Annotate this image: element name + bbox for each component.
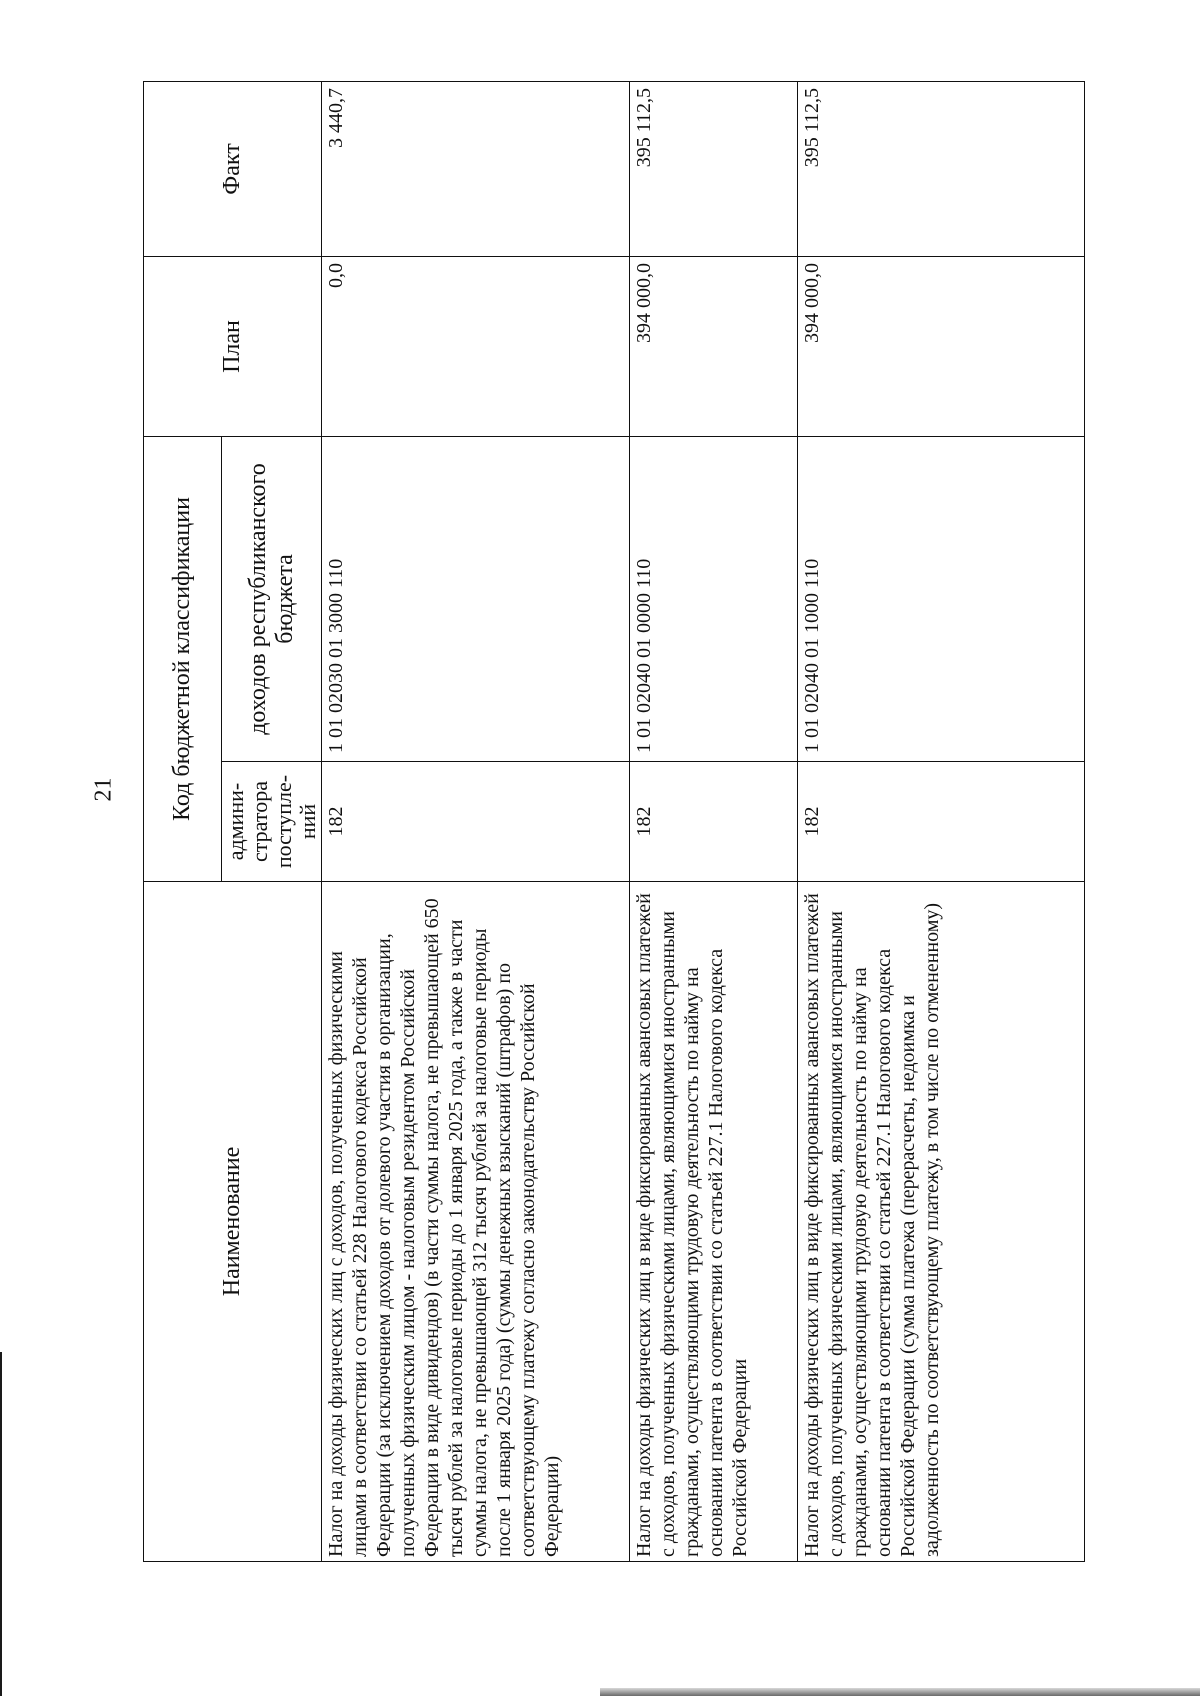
- row-name: Налог на доходы физических лиц в виде фиксированных авансовых платежей с доходов, полученных физическими лицами, являющимися иностранными гражданами, осуществляющими трудовую деятельность по найму на основании патента в соответствии со статьей 227.1 Налогового кодекса Российской Федерации (сумма платежа (перерасчеты, недоимка и задолженность по соответствующему платежу, в том числе по отмененному): [798, 882, 1085, 1562]
- row-fact: 395 112,5: [630, 82, 798, 257]
- scan-bottom-shadow: [600, 1688, 1200, 1696]
- table-row: [322, 82, 630, 1562]
- header-code-group: Код бюджетной классификации: [144, 437, 222, 882]
- row-income-code: 1 01 02040 01 0000 110: [630, 437, 798, 762]
- rotated-table-container: [143, 82, 1085, 1562]
- header-admin: админи-стратора поступле-ний: [222, 762, 322, 882]
- row-fact: 395 112,5: [798, 82, 1085, 257]
- budget-table: [143, 81, 1085, 1562]
- table-row: [630, 82, 798, 1562]
- header-name: Наименование: [144, 882, 322, 1562]
- row-name: Налог на доходы физических лиц в виде фиксированных авансовых платежей с доходов, полученных физическими лицами, являющимися иностранными гражданами, осуществляющими трудовую деятельность по найму на основании патента в соответствии со статьей 227.1 Налогового кодекса Российской Федерации: [630, 882, 798, 1562]
- row-admin-code: 182: [322, 762, 630, 882]
- header-plan: План: [144, 257, 322, 437]
- row-plan: 0,0: [322, 257, 630, 437]
- row-admin-code: 182: [798, 762, 1085, 882]
- row-plan: 394 000,0: [630, 257, 798, 437]
- row-admin-code: 182: [630, 762, 798, 882]
- header-fact: Факт: [144, 82, 322, 257]
- row-income-code: 1 01 02040 01 1000 110: [798, 437, 1085, 762]
- row-plan: 394 000,0: [798, 257, 1085, 437]
- row-name: Налог на доходы физических лиц с доходов, полученных физическими лицами в соответствии со статьей 228 Налогового кодекса Российской Федерации (за исключением доходов от долевого участия в организации, полученных физическим лицом - налоговым резидентом Российской Федерации в виде дивидендов) (в части суммы налога, не превышающей 650 тысяч рублей за налоговые периоды до 1 января 2025 года, а также в части суммы налога, не превышающей 312 тысяч рублей за налоговые периоды после 1 января 2025 года) (суммы денежных взысканий (штрафов) по соответствующему платежу согласно законодательству Российской Федерации): [322, 882, 630, 1562]
- row-fact: 3 440,7: [322, 82, 630, 257]
- page-number: 21: [90, 777, 117, 802]
- scan-edge-line: [0, 1352, 2, 1696]
- row-income-code: 1 01 02030 01 3000 110: [322, 437, 630, 762]
- table-row: [798, 82, 1085, 1562]
- header-income: доходов республиканского бюджета: [222, 437, 322, 762]
